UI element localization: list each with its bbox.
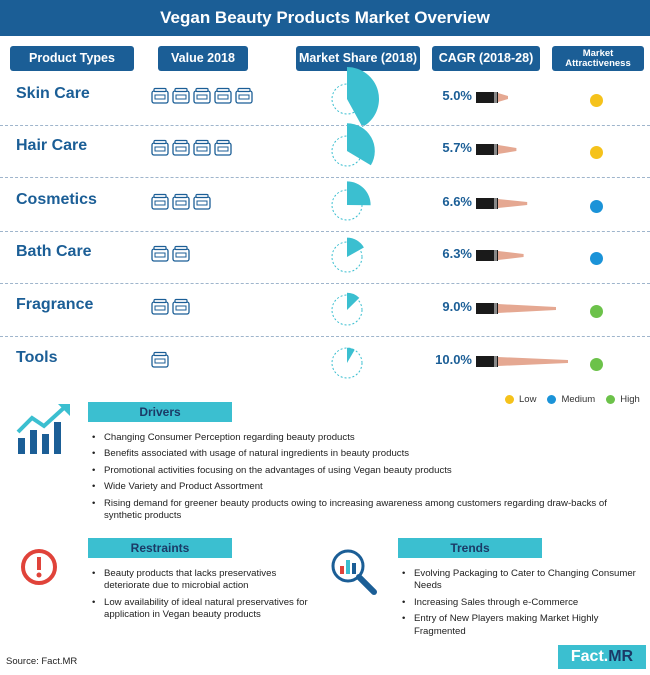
legend-high-swatch bbox=[606, 395, 615, 404]
drivers-item: • Wide Variety and Product Assortment bbox=[90, 481, 640, 493]
market-share-slice bbox=[347, 123, 375, 165]
trends-item: • Increasing Sales through e-Commerce bbox=[400, 597, 640, 609]
factmr-logo bbox=[558, 645, 646, 669]
drivers-item: • Benefits associated with usage of natural ingredients in beauty products bbox=[90, 448, 640, 460]
page-title: Vegan Beauty Products Market Overview bbox=[0, 0, 650, 36]
market-share-slice bbox=[347, 67, 379, 127]
jar-icon bbox=[173, 247, 189, 262]
product-label: Skin Care bbox=[16, 85, 90, 102]
jar-icon bbox=[215, 141, 231, 156]
jar-icon bbox=[173, 141, 189, 156]
header-value-2018: Value 2018 bbox=[158, 46, 248, 71]
lipstick-tip bbox=[498, 357, 568, 366]
cagr-value: 9.0% bbox=[442, 299, 472, 314]
value-icons bbox=[151, 140, 261, 160]
attractiveness-dot bbox=[590, 305, 603, 318]
legend-high-label: High bbox=[620, 394, 640, 405]
attractiveness-dot bbox=[590, 94, 603, 107]
cagr-lipstick-bar bbox=[476, 88, 556, 108]
lipstick-band bbox=[494, 303, 497, 314]
row-separator bbox=[0, 125, 650, 126]
jar-icon bbox=[152, 89, 168, 104]
market-share-pie bbox=[331, 127, 379, 175]
market-share-pie bbox=[331, 75, 379, 123]
attractiveness-dot bbox=[590, 358, 603, 371]
product-label: Hair Care bbox=[16, 137, 88, 154]
growth-chart-icon bbox=[14, 404, 76, 456]
magnifier-chart-icon bbox=[330, 548, 382, 598]
warning-icon bbox=[20, 548, 58, 586]
cagr-lipstick-bar bbox=[476, 352, 556, 372]
cagr-lipstick-bar bbox=[476, 246, 556, 266]
trends-item: • Evolving Packaging to Cater to Changing Consumer Needs bbox=[400, 568, 640, 593]
lipstick-band bbox=[494, 250, 497, 261]
market-share-pie bbox=[331, 339, 379, 387]
attractiveness-dot bbox=[590, 200, 603, 213]
jar-icon bbox=[236, 89, 252, 104]
product-label: Tools bbox=[16, 349, 58, 366]
attractiveness-dot bbox=[590, 146, 603, 159]
product-label: Cosmetics bbox=[16, 191, 97, 208]
market-share-pie bbox=[331, 286, 379, 334]
jar-icon bbox=[194, 195, 210, 210]
header-attractiveness: Market Attractiveness bbox=[552, 46, 644, 71]
market-share-slice bbox=[347, 348, 355, 363]
source-note: Source: Fact.MR bbox=[6, 656, 78, 667]
cagr-lipstick-bar bbox=[476, 194, 556, 214]
lipstick-tip bbox=[498, 145, 516, 154]
legend-low-label: Low bbox=[519, 394, 537, 405]
value-icons bbox=[151, 299, 261, 319]
jar-icon bbox=[152, 300, 168, 315]
jar-icon bbox=[173, 300, 189, 315]
lipstick-tip bbox=[498, 304, 556, 313]
jar-icon bbox=[194, 141, 210, 156]
jar-icon bbox=[152, 353, 168, 368]
row-separator bbox=[0, 177, 650, 178]
restraints-item: • Low availability of ideal natural preservatives for application in Vegan beauty products bbox=[90, 597, 320, 622]
value-icons bbox=[151, 88, 261, 108]
lipstick-band bbox=[494, 144, 497, 155]
value-icons bbox=[151, 246, 261, 266]
header-product-types: Product Types bbox=[10, 46, 134, 71]
jar-icon bbox=[173, 195, 189, 210]
restraints-item: • Beauty products that lacks preservatives deteriorate due to microbial action bbox=[90, 568, 320, 593]
lipstick-tip bbox=[498, 251, 524, 260]
legend-medium-swatch bbox=[547, 395, 556, 404]
jar-icon bbox=[215, 89, 231, 104]
market-share-pie bbox=[331, 181, 379, 229]
product-label: Bath Care bbox=[16, 243, 92, 260]
cagr-value: 5.7% bbox=[442, 140, 472, 155]
cagr-value: 6.6% bbox=[442, 194, 472, 209]
legend-low-swatch bbox=[505, 395, 514, 404]
header-cagr: CAGR (2018-28) bbox=[432, 46, 540, 71]
lipstick-band bbox=[494, 198, 497, 209]
lipstick-band bbox=[494, 356, 497, 367]
product-label: Fragrance bbox=[16, 296, 94, 313]
market-share-slice bbox=[347, 181, 371, 205]
jar-icon bbox=[152, 195, 168, 210]
cagr-value: 5.0% bbox=[442, 88, 472, 103]
value-icons bbox=[151, 352, 261, 372]
row-separator bbox=[0, 336, 650, 337]
drivers-item: • Promotional activities focusing on the advantages of using Vegan beauty products bbox=[90, 465, 640, 477]
attractiveness-dot bbox=[590, 252, 603, 265]
cagr-lipstick-bar bbox=[476, 140, 556, 160]
row-separator bbox=[0, 283, 650, 284]
trends-item: • Entry of New Players making Market Highly Fragmented bbox=[400, 613, 640, 638]
jar-icon bbox=[173, 89, 189, 104]
restraints-header: Restraints bbox=[88, 538, 232, 558]
attractiveness-legend bbox=[505, 394, 640, 405]
jar-icon bbox=[152, 247, 168, 262]
value-icons bbox=[151, 194, 261, 214]
trends-list bbox=[400, 568, 640, 642]
lipstick-tip bbox=[498, 93, 508, 102]
market-share-slice bbox=[347, 238, 364, 257]
cagr-value: 10.0% bbox=[435, 352, 472, 367]
jar-icon bbox=[152, 141, 168, 156]
trends-header: Trends bbox=[398, 538, 542, 558]
row-separator bbox=[0, 231, 650, 232]
lipstick-band bbox=[494, 92, 497, 103]
legend-medium-label: Medium bbox=[561, 394, 596, 405]
drivers-list bbox=[90, 432, 640, 527]
market-share-pie bbox=[331, 233, 379, 281]
drivers-header: Drivers bbox=[88, 402, 232, 422]
drivers-item: • Rising demand for greener beauty products owing to increasing awareness among customers regarding draw-backs of synthetic products bbox=[90, 498, 640, 523]
header-market-share: Market Share (2018) bbox=[296, 46, 420, 71]
cagr-value: 6.3% bbox=[442, 246, 472, 261]
restraints-list bbox=[90, 568, 320, 626]
market-share-slice bbox=[347, 293, 359, 310]
cagr-lipstick-bar bbox=[476, 299, 556, 319]
lipstick-tip bbox=[498, 199, 527, 208]
logo-part2: MR bbox=[608, 648, 634, 665]
drivers-item: • Changing Consumer Perception regarding beauty products bbox=[90, 432, 640, 444]
logo-part1: Fact. bbox=[570, 648, 609, 665]
jar-icon bbox=[194, 89, 210, 104]
